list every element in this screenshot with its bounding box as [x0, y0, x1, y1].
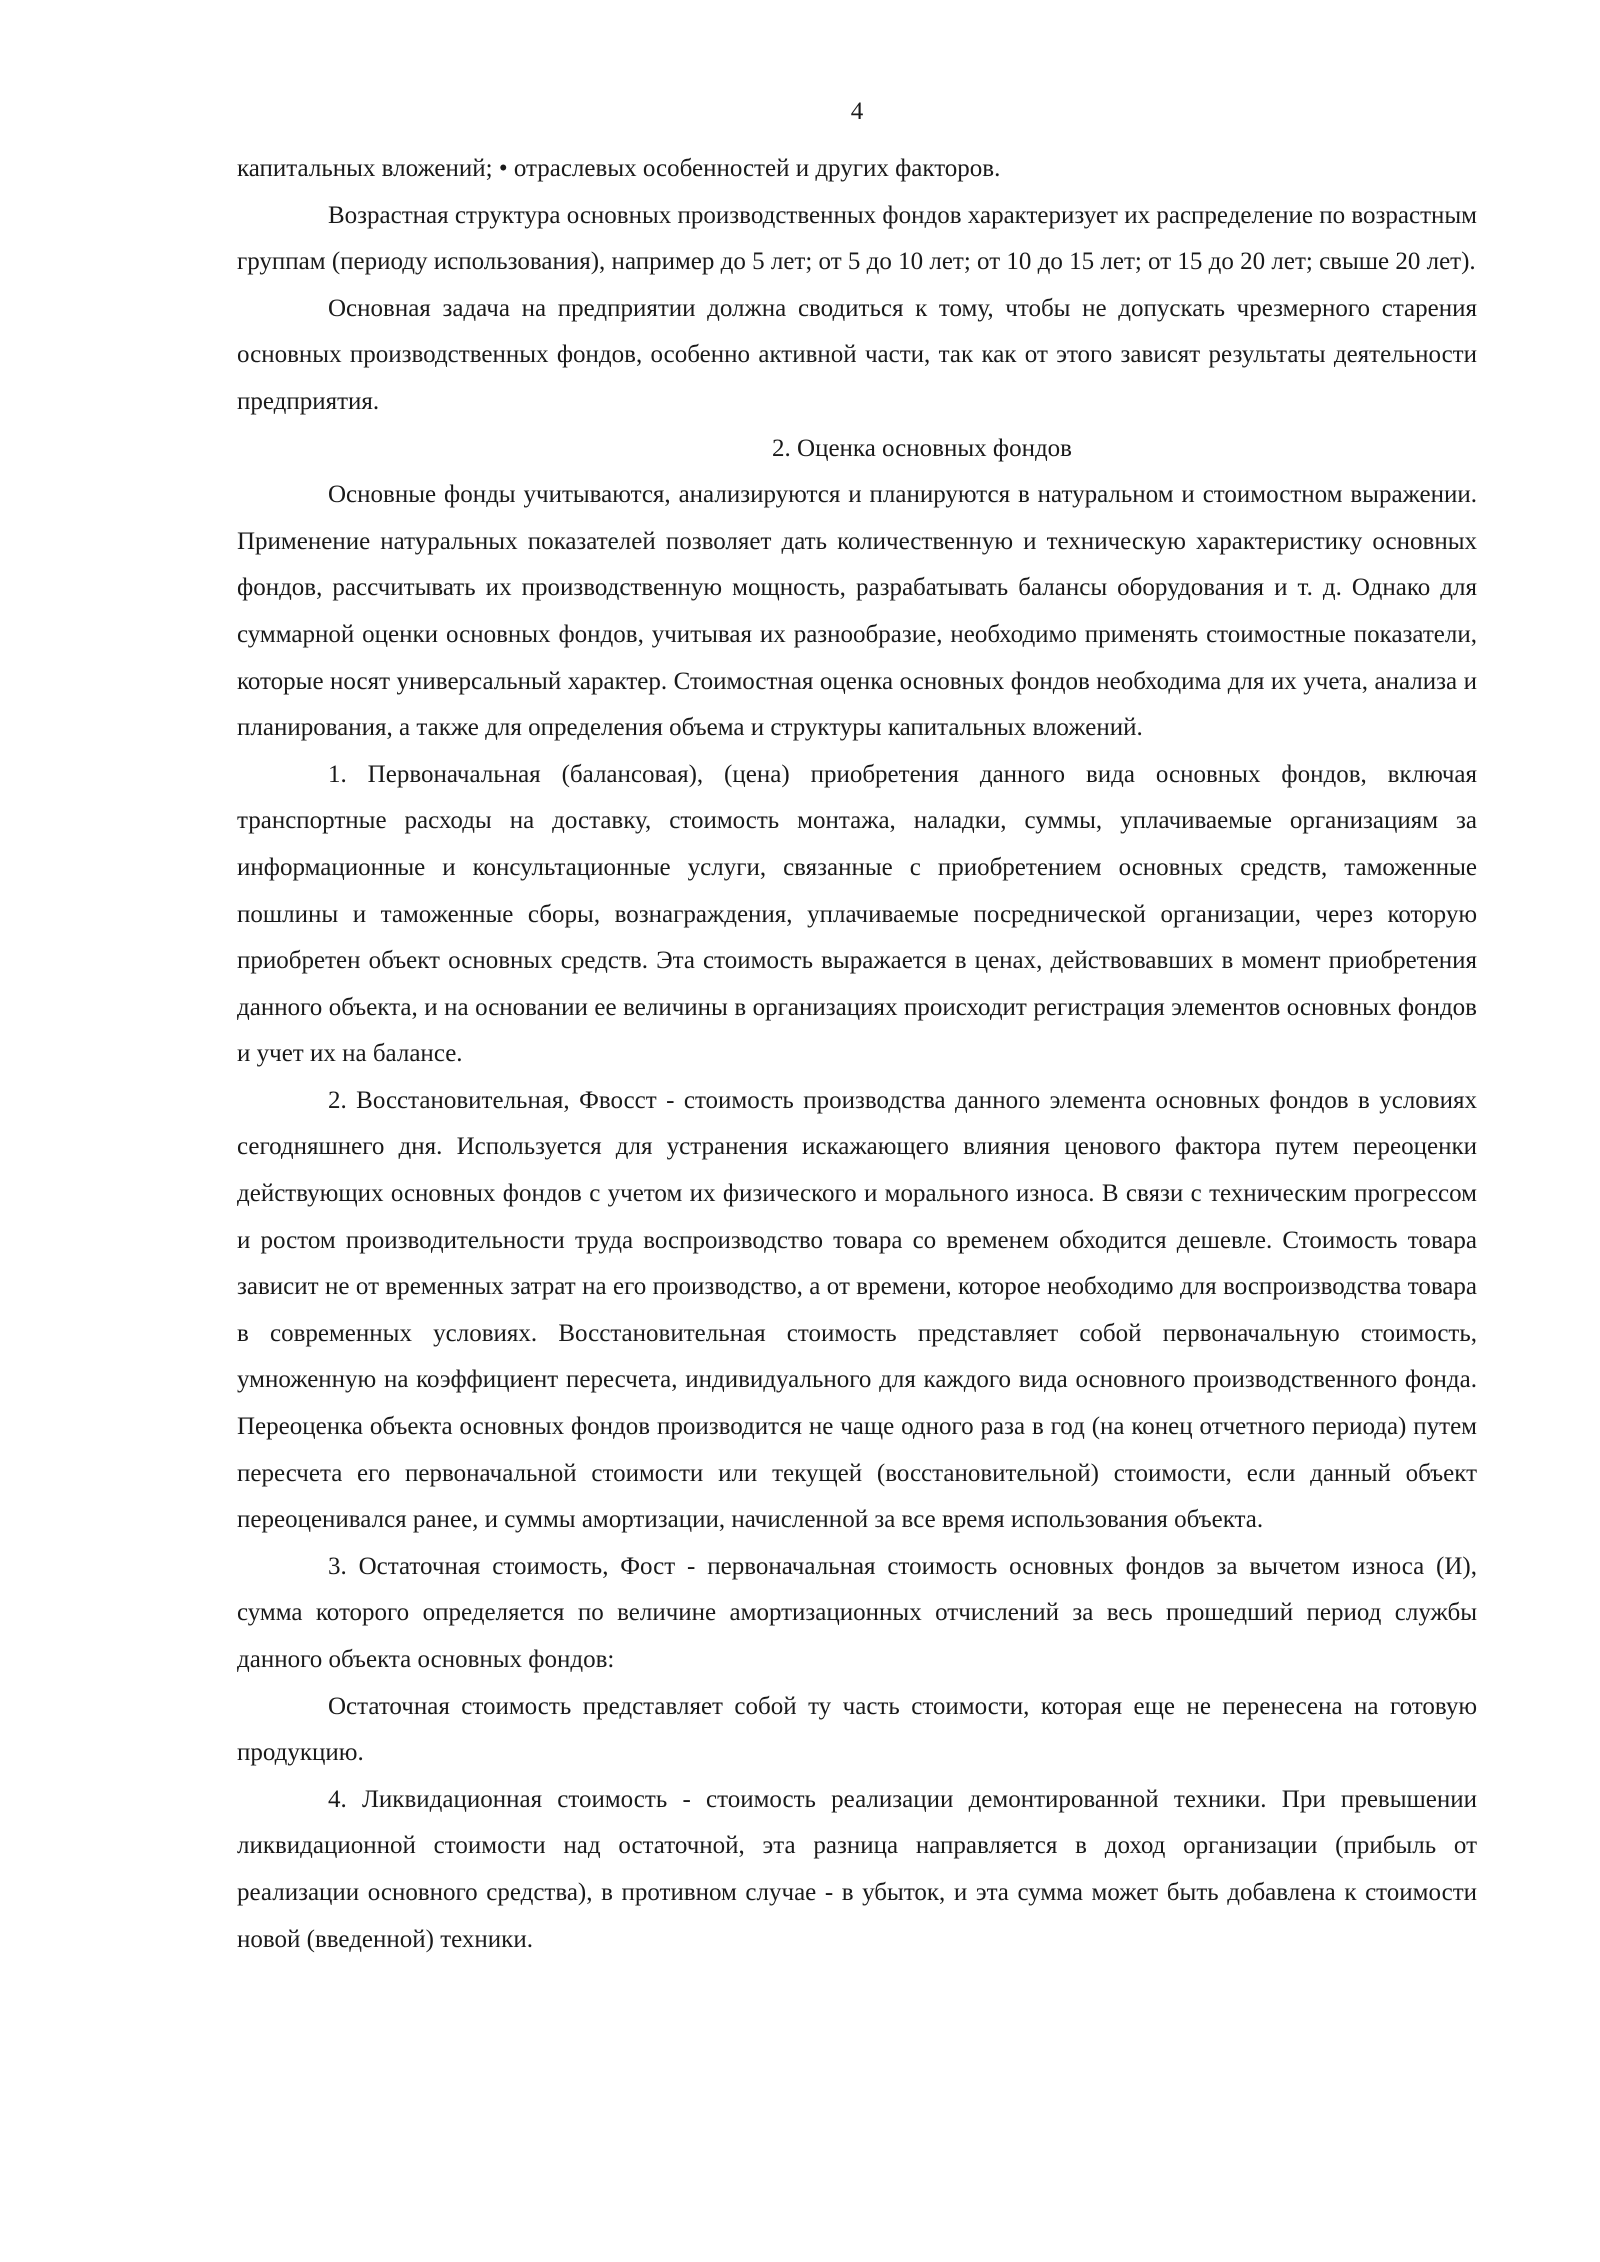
paragraph-main-task: Основная задача на предприятии должна сводиться к тому, чтобы не допускать чрезмерного старения основных производственных фондов, особенно активной части, так как от этого зависят результаты деятельности предприятия.: [237, 294, 1477, 415]
paragraph-age-structure: Возрастная структура основных производственных фондов характеризует их распределение по возрастным группам (периоду использования), например до 5 лет; от 5 до 10 лет; от 10 до 15 лет; от 15 до 20 лет; свыше 20 лет).: [237, 201, 1477, 276]
paragraph-valuation-intro: Основные фонды учитываются, анализируются и планируются в натуральном и стоимостном выражении. Применение натуральных показателей позволяет дать количественную и техническую характеристику основных фондов, рассчитывать их производственную мощность, разрабатывать балансы оборудования и т. д. Однако для суммарной оценки основных фондов, учитывая их разнообразие, необходимо применять стоимостные показатели, которые носят универсальный характер. Стоимостная оценка основных фондов необходима для их учета, анализа и планирования, а также для определения объема и структуры капитальных вложений.: [237, 481, 1477, 742]
paragraph-replacement-cost: 2. Восстановительная, Фвосст - стоимость производства данного элемента основных фондов в условиях сегодняшнего дня. Используется для устранения искажающего влияния ценового фактора путем переоценки действующих основных фондов с учетом их физического и морального износа. В связи с техническим прогрессом и ростом производительности труда воспроизводство товара со временем обходится дешевле. Стоимость товара зависит не от временных затрат на его производство, а от времени, которое необходимо для воспроизводства товара в современных условиях. Восстановительная стоимость представляет собой первоначальную стоимость, умноженную на коэффициент пересчета, индивидуального для каждого вида основного производственного фонда. Переоценка объекта основных фондов производится не чаще одного раза в год (на конец отчетного периода) путем пересчета его первоначальной стоимости или текущей (восстановительной) стоимости, если данный объект переоценивался ранее, и суммы амортизации, начисленной за все время использования объекта.: [237, 1086, 1477, 1534]
section-heading: 2. Оценка основных фондов: [772, 434, 1072, 462]
document-page: [237, 92, 1477, 1963]
paragraph-initial-cost: 1. Первоначальная (балансовая), (цена) приобретения данного вида основных фондов, включая транспортные расходы на доставку, стоимость монтажа, наладки, суммы, уплачиваемые организациям за информационные и консультационные услуги, связанные с приобретением основных средств, таможенные пошлины и таможенные сборы, вознаграждения, уплачиваемые посреднической организации, через которую приобретен объект основных средств. Эта стоимость выражается в ценах, действовавших в момент приобретения данного объекта, и на основании ее величины в организациях происходит регистрация элементов основных фондов и учет их на балансе.: [237, 760, 1477, 1068]
paragraph-continuation: капитальных вложений; • отраслевых особенностей и других факторов.: [237, 155, 1001, 182]
page-number: 4: [850, 98, 864, 125]
paragraph-liquidation-cost: 4. Ликвидационная стоимость - стоимость реализации демонтированной техники. При превышении ликвидационной стоимости над остаточной, эта разница направляется в доход организации (прибыль от реализации основного средства), в противном случае - в убыток, и эта сумма может быть добавлена к стоимости новой (введенной) техники.: [237, 1785, 1477, 1953]
paragraph-residual-note: Остаточная стоимость представляет собой ту часть стоимости, которая еще не перенесена на готовую продукцию.: [237, 1692, 1477, 1767]
paragraph-residual-cost: 3. Остаточная стоимость, Фост - первоначальная стоимость основных фондов за вычетом износа (И), сумма которого определяется по величине амортизационных отчислений за весь прошедший период службы данного объекта основных фондов:: [237, 1552, 1477, 1673]
